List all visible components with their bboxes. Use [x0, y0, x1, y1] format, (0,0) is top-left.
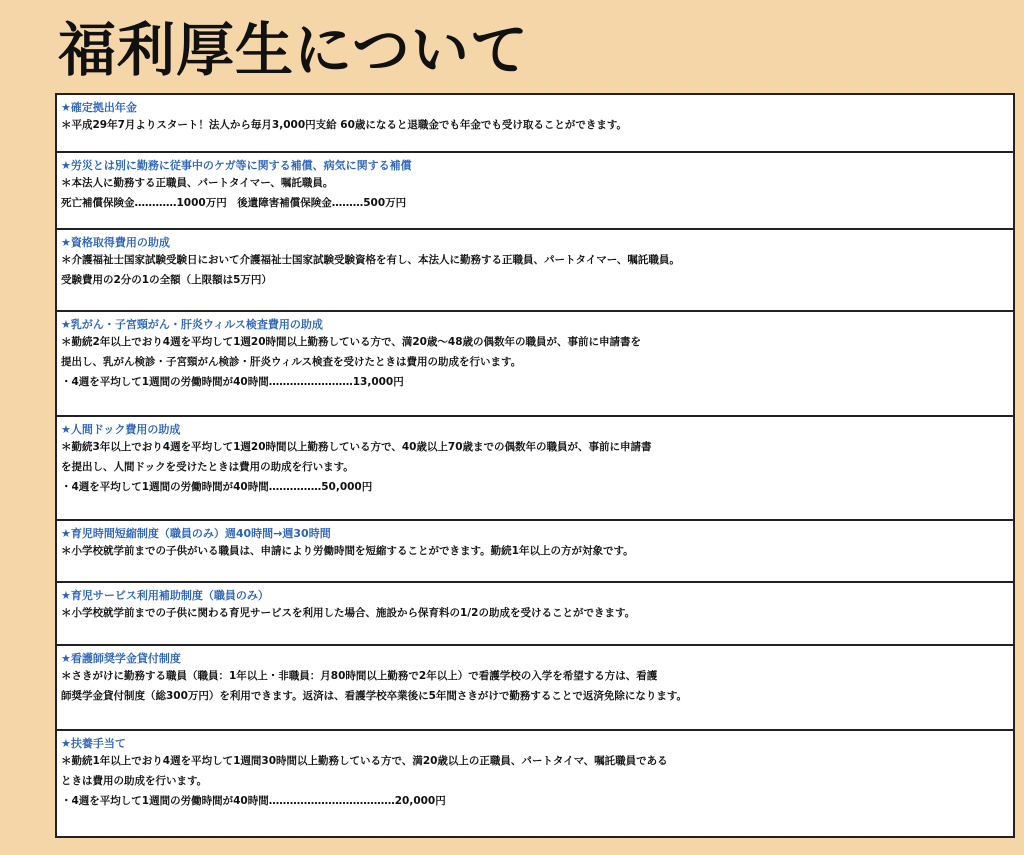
section-line: ・4週を平均して1週間の労働時間が40時間……………………13,000円: [61, 376, 404, 388]
section-heading: ★資格取得費用の助成: [61, 236, 170, 249]
section-pension: [57, 95, 1013, 153]
section-line: ＊介護福祉士国家試験受験日において介護福祉士国家試験受験資格を有し、本法人に勤務する正職員、パートタイマー、嘱託職員。: [61, 254, 680, 266]
section-line: を提出し、人間ドックを受けたときは費用の助成を行います。: [61, 461, 354, 473]
section-heading: ★確定拠出年金: [61, 101, 137, 114]
section-heading: ★扶養手当て: [61, 737, 126, 750]
section-line: 死亡補償保険金…………1000万円 後遺障害補償保険金………500万円: [61, 197, 407, 209]
section-line: ＊勤続1年以上でおり4週を平均して1週間30時間以上勤務している方で、満20歳以上の正職員、パートタイマ、嘱託職員である: [61, 755, 668, 767]
section-heading: ★乳がん・子宮頸がん・肝炎ウィルス検査費用の助成: [61, 318, 323, 331]
section-qualification-subsidy: [57, 230, 1013, 312]
section-line: 師奨学金貸付制度（総300万円）を利用できます。返済は、看護学校卒業後に5年間さきがけで勤務することで返済免除になります。: [61, 690, 688, 702]
section-line: ・4週を平均して1週間の労働時間が40時間………………………………20,000円: [61, 795, 446, 807]
section-line: ＊さきがけに勤務する職員（職員：1年以上・非職員：月80時間以上勤務で2年以上）で看護学校の入学を希望する方は、看護: [61, 670, 658, 682]
section-line: ときは費用の助成を行います。: [61, 775, 208, 787]
section-line: ＊小学校就学前までの子供に関わる育児サービスを利用した場合、施設から保育料の1/2の助成を受けることができます。: [61, 607, 636, 619]
section-heading: ★人間ドック費用の助成: [61, 423, 181, 436]
section-line: ＊小学校就学前までの子供がいる職員は、申請により労働時間を短縮することができます。勤続1年以上の方が対象です。: [61, 545, 634, 557]
section-line: ＊平成29年7月よりスタート！法人から毎月3,000円支給 60歳になると退職金でも年金でも受け取ることができます。: [61, 119, 628, 131]
section-health-checkup: [57, 417, 1013, 521]
page-title: 福利厚生について: [58, 16, 529, 84]
section-line: ＊勤続2年以上でおり4週を平均して1週20時間以上勤務している方で、満20歳～48歳の偶数年の職員が、事前に申請書を: [61, 336, 642, 348]
section-line: ＊勤続3年以上でおり4週を平均して1週20時間以上勤務している方で、40歳以上70歳までの偶数年の職員が、事前に申請書: [61, 441, 652, 453]
section-childcare-short-hours: [57, 521, 1013, 583]
section-heading: ★看護師奨学金貸付制度: [61, 652, 181, 665]
section-heading: ★労災とは別に勤務に従事中のケガ等に関する補償、病気に関する補償: [61, 159, 412, 172]
benefits-table: [55, 93, 1015, 838]
section-childcare-service-subsidy: [57, 583, 1013, 646]
section-accident-insurance: [57, 153, 1013, 230]
section-nursing-scholarship: [57, 646, 1013, 731]
section-line: 受験費用の2分の1の全額（上限額は5万円）: [61, 274, 272, 286]
section-line: 提出し、乳がん検診・子宮頸がん検診・肝炎ウィルス検査を受けたときは費用の助成を行います。: [61, 356, 522, 368]
section-dependent-allowance: [57, 731, 1013, 836]
section-heading: ★育児サービス利用補助制度（職員のみ）: [61, 589, 269, 602]
section-cancer-screening: [57, 312, 1013, 417]
section-heading: ★育児時間短縮制度（職員のみ）週40時間→週30時間: [61, 527, 331, 540]
section-line: ＊本法人に勤務する正職員、パートタイマー、嘱託職員。: [61, 177, 334, 189]
section-line: ・4週を平均して1週間の労働時間が40時間……………50,000円: [61, 481, 373, 493]
